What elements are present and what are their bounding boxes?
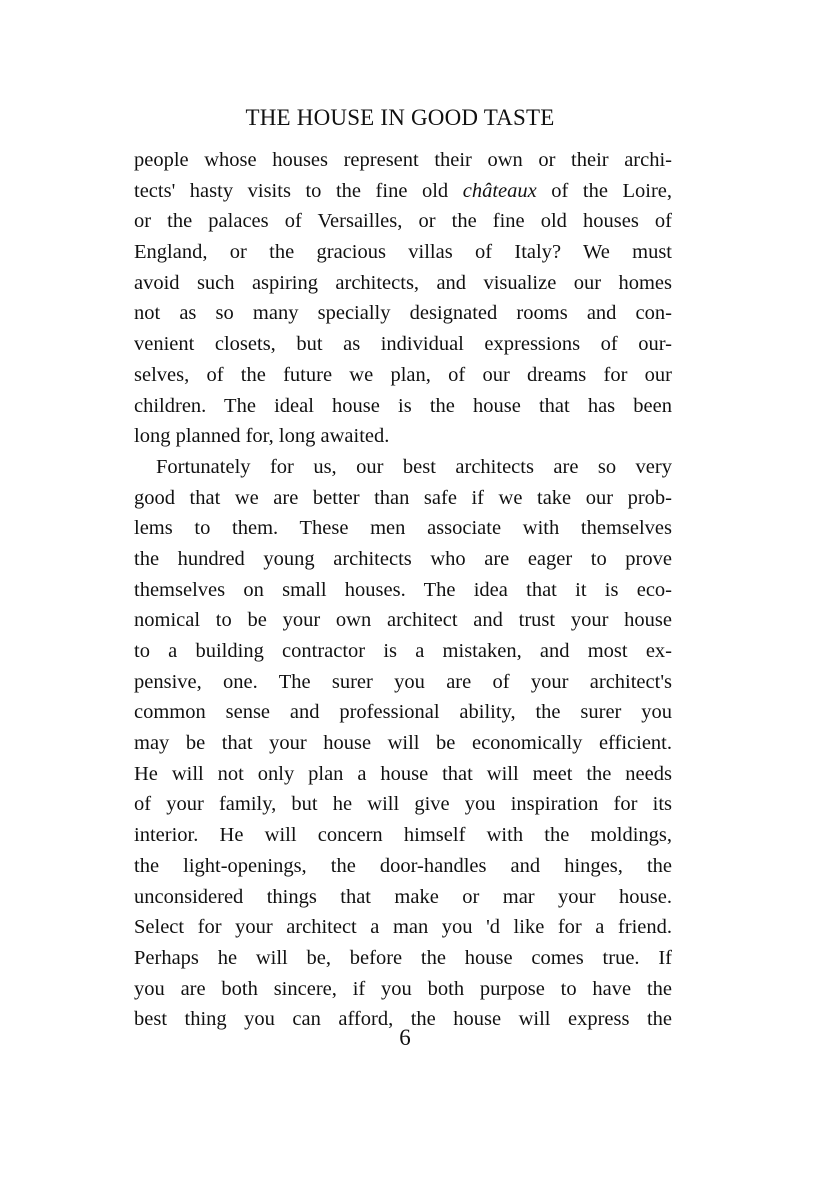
text-line (134, 728, 672, 759)
text-line (134, 452, 672, 483)
text-run: best thing you can afford, the house will express the (134, 1008, 672, 1031)
text-line (134, 298, 672, 329)
text-line (134, 176, 672, 207)
text-line (134, 759, 672, 790)
text-run: the hundred young architects who are eager to prove (134, 547, 672, 570)
text-run: long planned for, long awaited. (134, 425, 390, 448)
italic-word: châteaux (462, 179, 537, 202)
text-line (134, 667, 672, 698)
text-line (134, 882, 672, 913)
text-run: unconsidered things that make or mar your house. (134, 885, 672, 908)
text-run: of your family, but he will give you inspiration for its (134, 793, 672, 816)
text-run: may be that your house will be economically efficient. (134, 732, 672, 755)
text-line (134, 544, 672, 575)
paragraph (134, 452, 672, 1035)
text-line (134, 636, 672, 667)
text-run: not as so many specially designated rooms and con- (134, 302, 672, 325)
text-run: pensive, one. The surer you are of your architect's (134, 670, 672, 693)
text-run: Fortunately for us, our best architects are so very (156, 455, 672, 478)
text-line (134, 237, 672, 268)
page-number: 6 (399, 1025, 411, 1050)
text-line (134, 268, 672, 299)
text-line (134, 851, 672, 882)
text-run: avoid such aspiring architects, and visualize our homes (134, 271, 672, 294)
text-run: Select for your architect a man you 'd like for a friend. (134, 916, 672, 939)
text-line (134, 820, 672, 851)
text-run: people whose houses represent their own or their archi- (134, 149, 672, 171)
text-run: good that we are better than safe if we take our prob- (134, 486, 672, 509)
text-run: you are both sincere, if you both purpose to have the (134, 977, 672, 1000)
body-text (134, 145, 672, 1035)
text-line (134, 391, 672, 422)
running-head: THE HOUSE IN GOOD TASTE (245, 105, 555, 130)
text-line (134, 483, 672, 514)
text-run: Perhaps he will be, before the house comes true. If (134, 946, 672, 969)
text-run: He will not only plan a house that will meet the needs (134, 762, 672, 785)
text-run: tects' hasty visits to the fine old (134, 179, 463, 202)
text-line (134, 206, 672, 237)
text-run: venient closets, but as individual expressions of our- (134, 333, 672, 356)
text-line (134, 329, 672, 360)
text-run: themselves on small houses. The idea that it is eco- (134, 578, 672, 601)
text-line (134, 421, 672, 452)
text-line (134, 575, 672, 606)
text-line (134, 605, 672, 636)
text-run: nomical to be your own architect and trust your house (134, 609, 672, 632)
text-run: or the palaces of Versailles, or the fine old houses of (134, 210, 672, 233)
text-run: the light-openings, the door-handles and hinges, the (134, 854, 672, 877)
text-line (134, 943, 672, 974)
text-run: children. The ideal house is the house that has been (134, 394, 672, 417)
paragraph (134, 145, 672, 452)
text-line (134, 697, 672, 728)
text-line (134, 912, 672, 943)
text-line (134, 513, 672, 544)
text-line (134, 360, 672, 391)
text-run: interior. He will concern himself with the moldings, (134, 824, 672, 847)
text-run: common sense and professional ability, the surer you (134, 701, 672, 724)
text-line (134, 974, 672, 1005)
text-run: to a building contractor is a mistaken, and most ex- (134, 640, 672, 662)
text-run: selves, of the future we plan, of our dreams for our (134, 363, 672, 386)
text-line (134, 789, 672, 820)
text-run: of the Loire, (536, 179, 672, 202)
text-run: England, or the gracious villas of Italy? We must (134, 241, 672, 264)
text-line (134, 145, 672, 176)
text-run: lems to them. These men associate with themselves (134, 517, 672, 540)
